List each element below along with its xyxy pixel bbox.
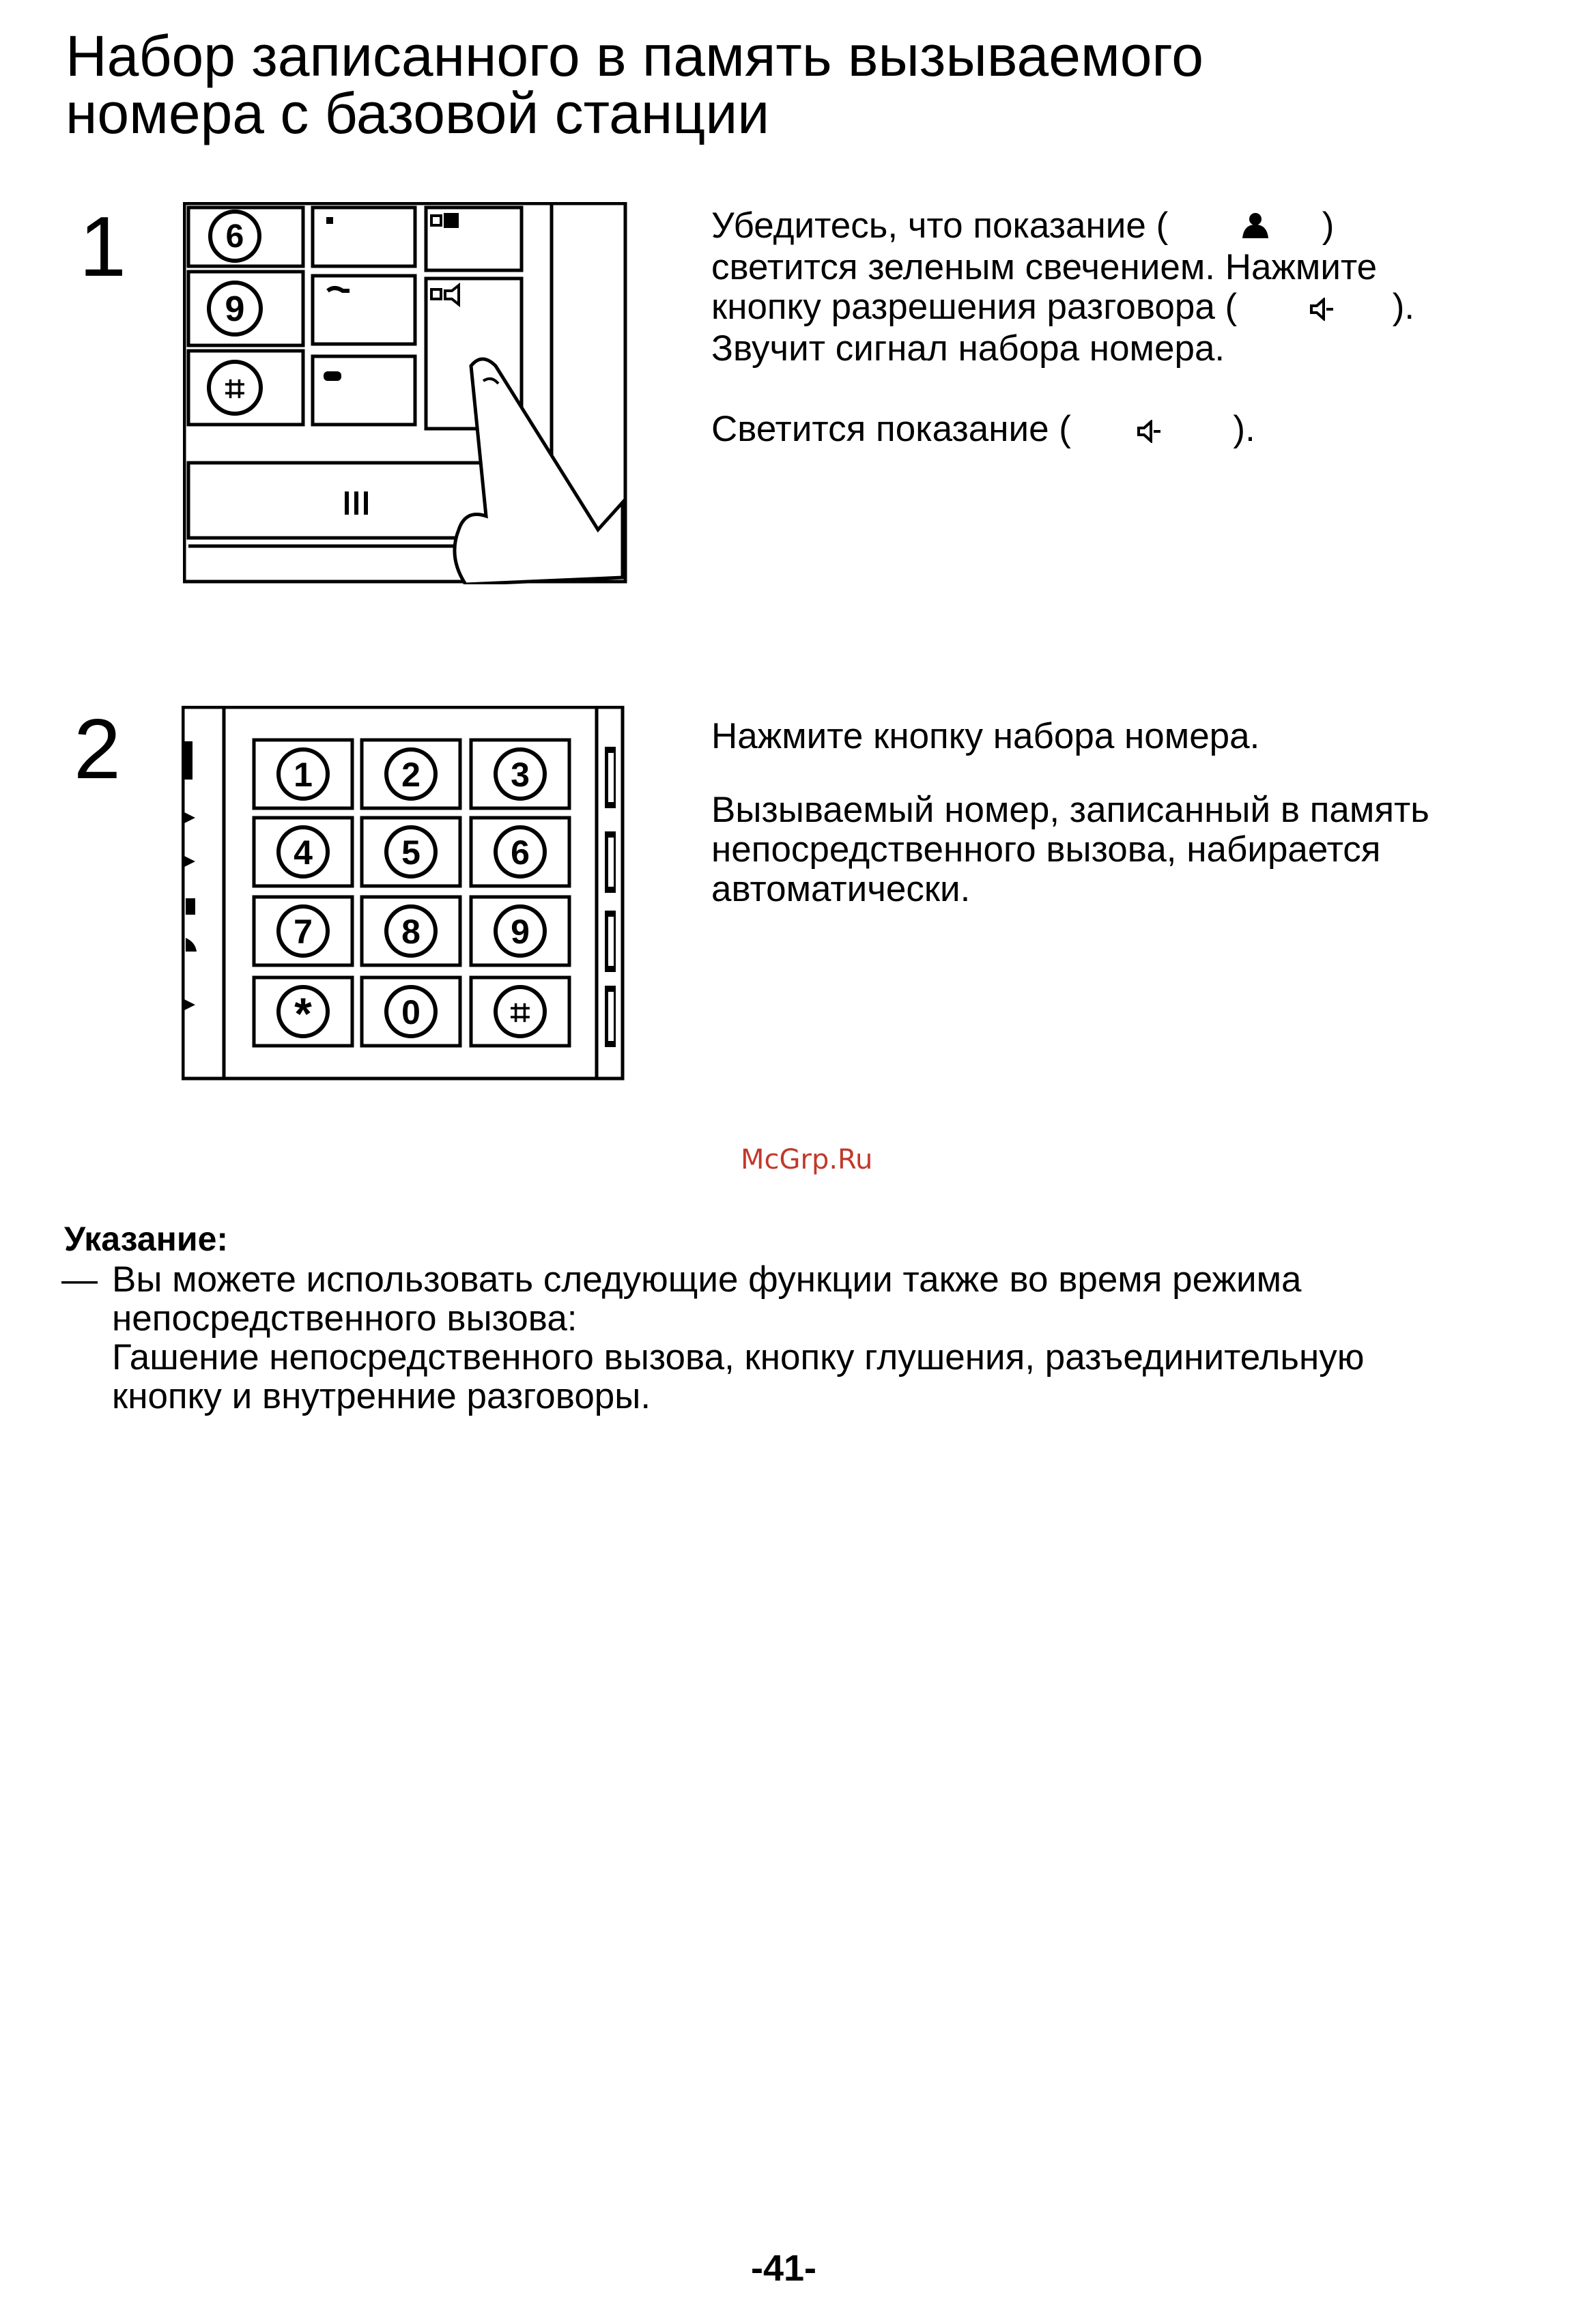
- note-line-1: Вы можете использовать следующие функции также во время режима: [112, 1259, 1302, 1300]
- step-1-para-2: Светится показание ( ).: [711, 410, 1414, 451]
- memory-key-1: [313, 208, 415, 266]
- pressing-finger-icon: [455, 359, 623, 584]
- keypad-key-6: 6: [511, 833, 530, 872]
- note-heading: Указание:: [64, 1220, 229, 1258]
- step-2-text: [711, 717, 1429, 909]
- watermark: McGrp.Ru: [741, 1144, 873, 1175]
- note-line-4: кнопку и внутренние разговоры.: [112, 1376, 651, 1416]
- keypad-key-5: 5: [401, 833, 421, 872]
- step-1-number: 1: [79, 200, 126, 294]
- base-station-keys-illustration: [183, 202, 628, 584]
- keypad-key-0: 0: [401, 993, 421, 1031]
- keypad-key-7: 7: [294, 913, 313, 951]
- key-9-button: [188, 272, 303, 345]
- page-title-line-2: номера с базовой станции: [66, 81, 770, 145]
- key-hash-button: [188, 351, 303, 425]
- keypad-key-3: 3: [511, 756, 530, 794]
- key-6-label: 6: [225, 218, 244, 255]
- keypad-key-4: 4: [294, 833, 313, 872]
- note-line-2: непосредственного вызова:: [112, 1298, 578, 1339]
- keypad-key-8: 8: [401, 913, 421, 951]
- keypad-key-1: 1: [294, 756, 313, 794]
- page-title-line-1: Набор записанного в память вызываемого: [66, 24, 1203, 88]
- keypad-key-star: *: [294, 988, 312, 1039]
- key-9-label: 9: [225, 289, 245, 329]
- note-dash: —: [61, 1259, 98, 1300]
- step-2-number: 2: [74, 702, 121, 797]
- key-hash-label: ⌗: [225, 369, 245, 408]
- speaker-icon: [1309, 289, 1335, 329]
- memory-key-2: [313, 276, 415, 344]
- page-number: -41-: [751, 2248, 817, 2289]
- step-2-para-2: Вызываемый номер, записанный в память непосредственного вызова, набирается автоматически.: [711, 790, 1429, 909]
- step-1-text: [711, 206, 1414, 451]
- dial-keypad-illustration: [182, 706, 627, 1081]
- step-1-para-1: Убедитесь, что показание ( ) светится зеленым свечением. Нажмите кнопку разрешения разговора ( ). Звучит сигнал набора номера.: [711, 205, 1415, 369]
- page-title: [66, 24, 1499, 145]
- memory-key-3: [313, 356, 415, 425]
- speaker-icon: [1136, 412, 1162, 451]
- keypad-key-2: 2: [401, 756, 421, 794]
- keypad-key-hash: ⌗: [510, 993, 530, 1032]
- note-line-3: Гашение непосредственного вызова, кнопку глушения, разъединительную: [112, 1337, 1365, 1377]
- step-2-para-1: Нажмите кнопку набора номера.: [711, 716, 1260, 756]
- note-body: [61, 1260, 1536, 1416]
- handset-person-icon: [1240, 208, 1271, 248]
- keypad-key-9: 9: [511, 913, 530, 951]
